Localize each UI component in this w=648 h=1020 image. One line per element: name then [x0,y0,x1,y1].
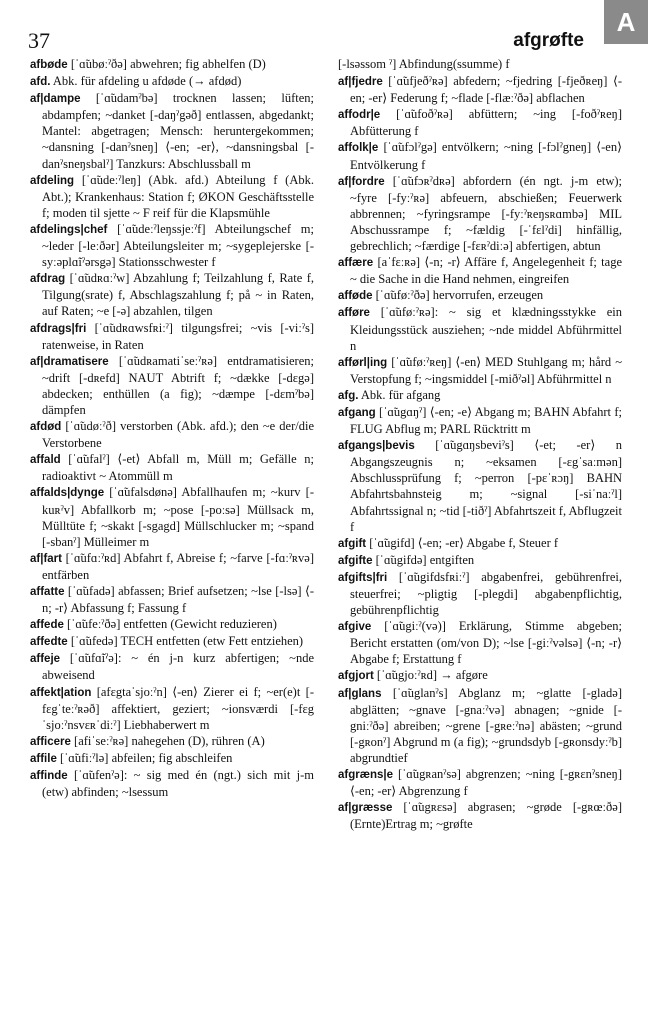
entry-definition: Abk. für afgang [358,387,441,402]
dictionary-entry [30,73,314,90]
entry-definition: [ˈɑ̃ugʀanˀsə] abgrenzen; ~ning [-gʀɛnˀsneŋ] ⟨-en; -er⟩ Abgrenzung f [350,767,622,799]
entry-definition: [ˈɑ̃ugjoːˀʀd] → afgøre [373,668,488,683]
dictionary-entry [30,221,314,270]
entry-definition: [ˈɑ̃ufjeðˀʀə] abfedern; ~fjedring [-fjeðʀeŋ] ⟨-en; -er⟩ Federung f; ~flade [-flæːˀðə] abflachen [350,74,622,106]
dictionary-entry [338,667,622,684]
entry-definition: [ˈɑ̃ufiːˀlə] abfeilen; fig abschleifen [56,750,233,765]
dictionary-entry [338,552,622,569]
entry-headword: afgræns|e [338,769,393,782]
right-column [338,56,622,832]
entry-headword: af|glans [338,687,382,700]
dictionary-entry [30,767,314,800]
entry-headword: affinde [30,770,68,783]
dictionary-entry [30,583,314,616]
entry-definition: [ˈɑ̃ufɔlˀgə] entvölkern; ~ning [-fɔlˀgneŋ] ⟨-en⟩ Entvölkerung f [350,140,622,172]
entry-definition: Abk. für afdeling u afdøde (→ afdød) [50,74,242,89]
dictionary-entry [30,616,314,633]
entry-definition: [ˈɑ̃ugɑŋsbeviˀs] ⟨-et; -er⟩ n Abgangszeugnis n; ~eksamen [-ɛgˈsaːmən] Abschlussprüfung f; ~perron [-pɛˈʀɔŋ] BAHN Abfahrtsbahnsteig m; ~signal [-siˈnaːˀl] Abfahrtssignal n; ~tid [-tiðˀ] Abfahrtszeit f, Abflugzeit f [350,438,622,534]
entry-definition: [ˈɑ̃ugɑŋˀ] ⟨-en; -e⟩ Abgang m; BAHN Abfahrt f; FLUG Abflug m; PARL Rücktritt m [350,404,622,437]
entry-definition: [ˈɑ̃udʀɑːˀw] Abzahlung f; Teilzahlung f, Rate f, Tilgung(srate) f, Abschlagszahlung f; på ~ in Raten, auf Raten; ~e [-ə] abzahlen, tilgen [42,271,314,319]
dictionary-entry [338,106,622,139]
dictionary-entry [30,451,314,484]
entry-definition: [ˈɑ̃udamˀbə] trocknen lassen; lüften; abdampfen; ~danket [-daŋˀgəð] entlassen, abgedankt; Mantel: abgetragen; Mensch: heruntergekommen; ~dansning [-danˀsneŋ] ⟨-en; -er⟩, ~dansningsbal [-danˀsneŋsbalˀ] Tanzkurs: Abschlussball m [42,91,314,171]
entry-definition: [ˈɑ̃ugifdə] entgiften [372,552,475,567]
entry-definition: [ˈɑ̃ufalsdønə] Abfallhaufen m; ~kurv [-kuʀˀv] Abfallkorb m; ~pose [-poːsə] Müllsack m, Mülltüte f; ~skakt [-sgagd] Müllschlucker m; ~spand [-sbanˀ] Mülleimer m [42,485,314,549]
dictionary-entry [338,437,622,535]
dictionary-entry [30,320,314,353]
entry-definition: [ˈɑ̃ugiːˀ(və)] Erklärung, Stimme abgeben; Bericht erstatten (om/von D); ~lse [-giːˀvəlsə] ⟨-n; -r⟩ Abgabe f; Erstattung f [350,619,622,667]
dictionary-entry [338,73,622,106]
entry-headword: afgang [338,406,376,419]
dictionary-entry [338,685,622,766]
entry-headword: afdød [30,421,62,434]
entry-definition: [ˈɑ̃udʀɑwsfʀiːˀ] tilgungsfrei; ~vis [-viːˀs] ratenweise, in Raten [42,320,314,352]
entry-headword: affede [30,619,64,632]
dictionary-entry [338,56,622,73]
dictionary-entry [30,172,314,221]
entry-definition: [ˈɑ̃ufɔʀˀdʀə] abfordern (én ngt. j-m etw); ~fyre [-fyːˀʀə] abfeuern, abschießen; Feuerwerk abbrennen; ~fyringsrampe [-fyːˀʀeŋsʀɑmbə] MIL Abschussrampe f; ~fældig [-ˈfɛlˀdi] hinfällig, gebrechlich; ~færdige [-fɛʀˀdiːə] abfertigen, abtun [350,173,622,254]
entry-headword: affære [338,257,374,270]
left-column [30,56,314,800]
entry-headword: afdelings|chef [30,223,108,236]
entry-headword: affald [30,454,61,467]
dictionary-entry [30,684,314,733]
entry-headword: af|fart [30,552,62,565]
dictionary-entry [30,418,314,451]
entry-headword: afgive [338,621,372,634]
entry-headword: afgangs|bevis [338,440,415,453]
entry-definition: [ˈɑ̃ufadə] abfassen; Brief aufsetzen; ~lse [-lsə] ⟨-n; -r⟩ Abfassung f; Fassung f [42,584,314,616]
entry-headword: af|græsse [338,802,393,815]
entry-headword: afbøde [30,59,68,71]
entry-headword: afgifte [338,554,373,567]
dictionary-entry [338,404,622,437]
entry-headword: afdrag [30,273,66,286]
dictionary-entry [338,254,622,287]
dictionary-entry [338,387,622,404]
entry-definition: [-lsəssom ˀ] Abfindung(ssumme) f [338,57,510,71]
entry-definition: [ˈɑ̃uføːˀʀeŋ] ⟨-en⟩ MED Stuhlgang m; hård ~ Verstopfung f; ~ingsmiddel [-miðˀəl] Abführmittel n [350,354,622,386]
dictionary-entry [338,354,622,387]
entry-definition: [ˈɑ̃uglanˀs] Abglanz m; ~glatte [-gladə] abglätten; ~gnave [-gnaːˀvə] abnagen; ~gnide [-gniːˀðə] abreiben; ~grene [-gʀeːˀnə] abästen; ~grund [-gʀonˀ] Abgrund m (a fig); ~grundsdyb [-gʀonsdyːˀb] abgrundtief [350,685,622,765]
entry-definition: [afiˈseːˀʀə] nahegehen (D), rühren (A) [70,733,265,748]
entry-definition: [ˈɑ̃ugʀɛsə] abgrasen; ~grøde [-gʀœːðə] (Ernte)Ertrag m; ~grøfte [350,800,622,832]
entry-definition: [ˈɑ̃ufeːˀðə] entfetten (Gewicht reduzieren) [63,617,277,632]
dictionary-entry [30,90,314,171]
entry-definition: [ˈɑ̃ubøːˀðə] abwehren; fig abhelfen (D) [67,57,266,71]
entry-headword: afføde [338,290,373,303]
entry-headword: affalds|dynge [30,487,105,500]
entry-definition: [ˈɑ̃udʀamatiˈseːˀʀə] entdramatisieren; ~drift [-dʀefd] NAUT Abtrift f; ~dække [-dɛgə] abdecken; enthüllen (a fig); ~dæmpe [-dɛmˀbə] dämpfen [42,353,314,417]
entry-headword: af|dampe [30,93,81,106]
entry-headword: afgifts|fri [338,571,388,584]
entry-definition: [ˈɑ̃udøːˀð] verstorben (Abk. afd.); den ~e der/die Verstorbene [42,419,314,451]
page-number: 37 [28,28,50,53]
entry-headword: af|fjedre [338,76,383,89]
entry-definition: [ˈɑ̃ufɑːˀʀd] Abfahrt f, Abreise f; ~farve [-fɑːˀʀvə] entfärben [42,550,314,582]
dictionary-entry [338,535,622,552]
entry-headword: affekt|ation [30,686,92,699]
dictionary-entry [338,799,622,832]
dictionary-entry [30,733,314,750]
letter-thumb-tab: A [604,0,648,44]
dictionary-entry [30,353,314,418]
entry-headword: afdrags|fri [30,322,87,335]
entry-headword: affile [30,752,57,765]
entry-definition: [ˈɑ̃ufalˀ] ⟨-et⟩ Abfall m, Müll m; Gefälle n; radioaktivt ~ Atommüll m [42,452,314,484]
entry-headword: affatte [30,586,65,598]
dictionary-entry [338,618,622,667]
entry-headword: afd. [30,76,51,89]
entry-definition: [ˈɑ̃udeːˀleŋssjeːˀf] Abteilungschef m; ~leder [-leːðər] Abteilungsleiter m; ~sygeplejerske [-syːəplɑ̃iˀərsgə] Stationsschwester f [42,221,314,270]
dictionary-entry [30,750,314,767]
entry-definition: [ˈɑ̃ugifdsfʀiːˀ] abgabenfrei, gebührenfrei, steuerfrei; ~pligtig [-plegdi] abgabenpflichtig, gebührenpflichtig [350,569,622,618]
dictionary-entry [338,173,622,254]
entry-definition: [ˈɑ̃ugifd] ⟨-en; -er⟩ Abgabe f, Steuer f [366,535,559,550]
dictionary-entry [338,766,622,799]
dictionary-entry [338,139,622,172]
entry-definition: [ˈɑ̃udeːˀleŋ] (Abk. afd.) Abteilung f (Abk. Abt.); Krankenhaus: Station f; ØKON Geschäftsstelle f; moden til sjette ~ F reif für die Klapsmühle [42,172,314,220]
entry-definition: [ˈɑ̃uføːˀðə] hervorrufen, erzeugen [372,288,544,303]
dictionary-entry [338,287,622,304]
entry-headword: afg. [338,389,359,402]
entry-headword: afgjort [338,670,374,683]
entry-definition: [ˈɑ̃ufoðˀʀə] abfüttern; ~ing [-foðˀʀeŋ] Abfütterung f [350,107,622,139]
entry-definition: [aˈfɛːʀə] ⟨-n; -r⟩ Affäre f, Angelegenheit f; tage ~ die Sache in die Hand nehmen, eingreifen [350,255,622,287]
entry-headword: afficere [30,735,71,748]
dictionary-entry [30,633,314,650]
running-headword: afgrøfte [513,30,584,51]
entry-headword: af|dramatisere [30,355,109,368]
entry-definition: [ˈɑ̃ufenˀə]: ~ sig med én (ngt.) sich mit j-m (etw) abfinden; ~lsessum [42,768,314,800]
dictionary-entry [30,484,314,549]
dictionary-entry [30,56,314,73]
dictionary-entry [30,650,314,683]
entry-headword: af|fordre [338,175,385,188]
entry-definition: [afɛgtaˈsjoːˀn] ⟨-en⟩ Zierer ei f; ~er(e)t [-fɛgˈteːˀʀəð] affektiert, geziert; ~ionsværdi [-fɛgˈsjoːˀnsvɛʀˈdiːˀ] Liebhaberwert m [42,684,314,732]
dictionary-entry [30,270,314,319]
dictionary-entry [338,569,622,618]
dictionary-entry [30,550,314,583]
entry-definition: [ˈɑ̃ufɑ̃iˀə]: ~ én j-n kurz abfertigen; ~nde abweisend [42,651,314,683]
entry-definition: [ˈɑ̃ufedə] TECH entfetten (etw Fett entziehen) [67,634,304,649]
entry-headword: affedte [30,636,68,649]
entry-definition: [ˈɑ̃uføːˀʀə]: ~ sig et klædningsstykke ein Kleidungsstück ausziehen; ~nde middel Abführmittel n [350,305,622,353]
entry-headword: affodr|e [338,109,381,122]
entry-headword: afgift [338,537,367,550]
entry-headword: affolk|e [338,142,379,155]
entry-headword: afdeling [30,174,75,187]
entry-headword: affeje [30,653,61,666]
entry-headword: afføre [338,307,370,320]
dictionary-entry [338,304,622,353]
entry-headword: afførl|ing [338,356,388,369]
